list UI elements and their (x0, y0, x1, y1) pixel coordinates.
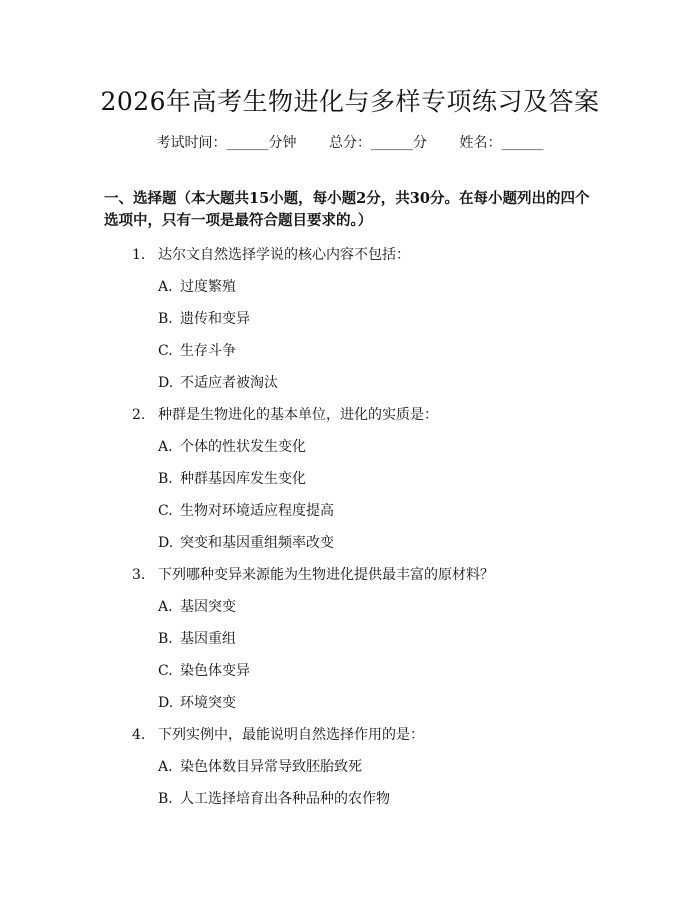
question-number: 4. (132, 727, 146, 743)
option-4a (158, 756, 362, 776)
option-text: 环境突变 (180, 695, 236, 711)
option-letter: C. (158, 503, 173, 519)
option-4b (158, 788, 390, 808)
question-text: 达尔文自然选择学说的核心内容不包括： (158, 247, 410, 263)
option-1b (158, 308, 250, 328)
option-text: 生物对环境适应程度提高 (180, 503, 334, 519)
option-2d (158, 532, 334, 552)
option-1d (158, 372, 278, 392)
total-score-field: 总分：______分 (329, 135, 427, 151)
option-text: 人工选择培育出各种品种的农作物 (180, 791, 390, 807)
document-title: 2026年高考生物进化与多样专项练习及答案 (100, 87, 600, 116)
option-1a (158, 276, 236, 296)
option-3a (158, 596, 236, 616)
option-3b (158, 628, 236, 648)
question-3 (132, 564, 494, 584)
question-4 (132, 724, 424, 744)
option-letter: C. (158, 343, 173, 359)
option-text: 不适应者被淘汰 (180, 375, 278, 391)
option-1c (158, 340, 236, 360)
option-text: 突变和基因重组频率改变 (180, 535, 334, 551)
question-number: 1. (132, 247, 146, 263)
option-letter: B. (158, 311, 173, 327)
option-3c (158, 660, 250, 680)
option-letter: D. (158, 375, 174, 391)
option-text: 染色体数目异常导致胚胎致死 (180, 759, 362, 775)
option-letter: A. (158, 759, 173, 775)
option-letter: D. (158, 695, 174, 711)
question-text: 下列实例中，最能说明自然选择作用的是： (158, 727, 424, 743)
option-2a (158, 436, 306, 456)
option-letter: C. (158, 663, 173, 679)
option-3d (158, 692, 236, 712)
question-text: 种群是生物进化的基本单位，进化的实质是： (158, 407, 438, 423)
question-number: 3. (132, 567, 146, 583)
option-text: 个体的性状发生变化 (180, 439, 306, 455)
option-text: 基因突变 (180, 599, 236, 615)
option-letter: D. (158, 535, 174, 551)
question-text: 下列哪种变异来源能为生物进化提供最丰富的原材料？ (158, 567, 494, 583)
option-letter: B. (158, 631, 173, 647)
student-name-field: 姓名：______ (459, 135, 544, 151)
question-1 (132, 244, 410, 264)
option-2c (158, 500, 334, 520)
section-heading: 一、选择题（本大题共15小题，每小题2分，共30分。在每小题列出的四个选项中，只有一项是最符合题目要求的。） (104, 190, 590, 229)
option-letter: A. (158, 279, 173, 295)
option-text: 生存斗争 (180, 343, 236, 359)
option-text: 染色体变异 (180, 663, 250, 679)
option-letter: B. (158, 471, 173, 487)
option-letter: A. (158, 599, 173, 615)
question-2 (132, 404, 438, 424)
option-text: 种群基因库发生变化 (180, 471, 306, 487)
option-2b (158, 468, 306, 488)
option-letter: B. (158, 791, 173, 807)
option-text: 过度繁殖 (180, 279, 236, 295)
option-letter: A. (158, 439, 173, 455)
option-text: 遗传和变异 (180, 311, 250, 327)
question-number: 2. (132, 407, 146, 423)
option-text: 基因重组 (180, 631, 236, 647)
exam-meta (0, 132, 700, 152)
exam-time-field: 考试时间：______分钟 (156, 135, 297, 151)
